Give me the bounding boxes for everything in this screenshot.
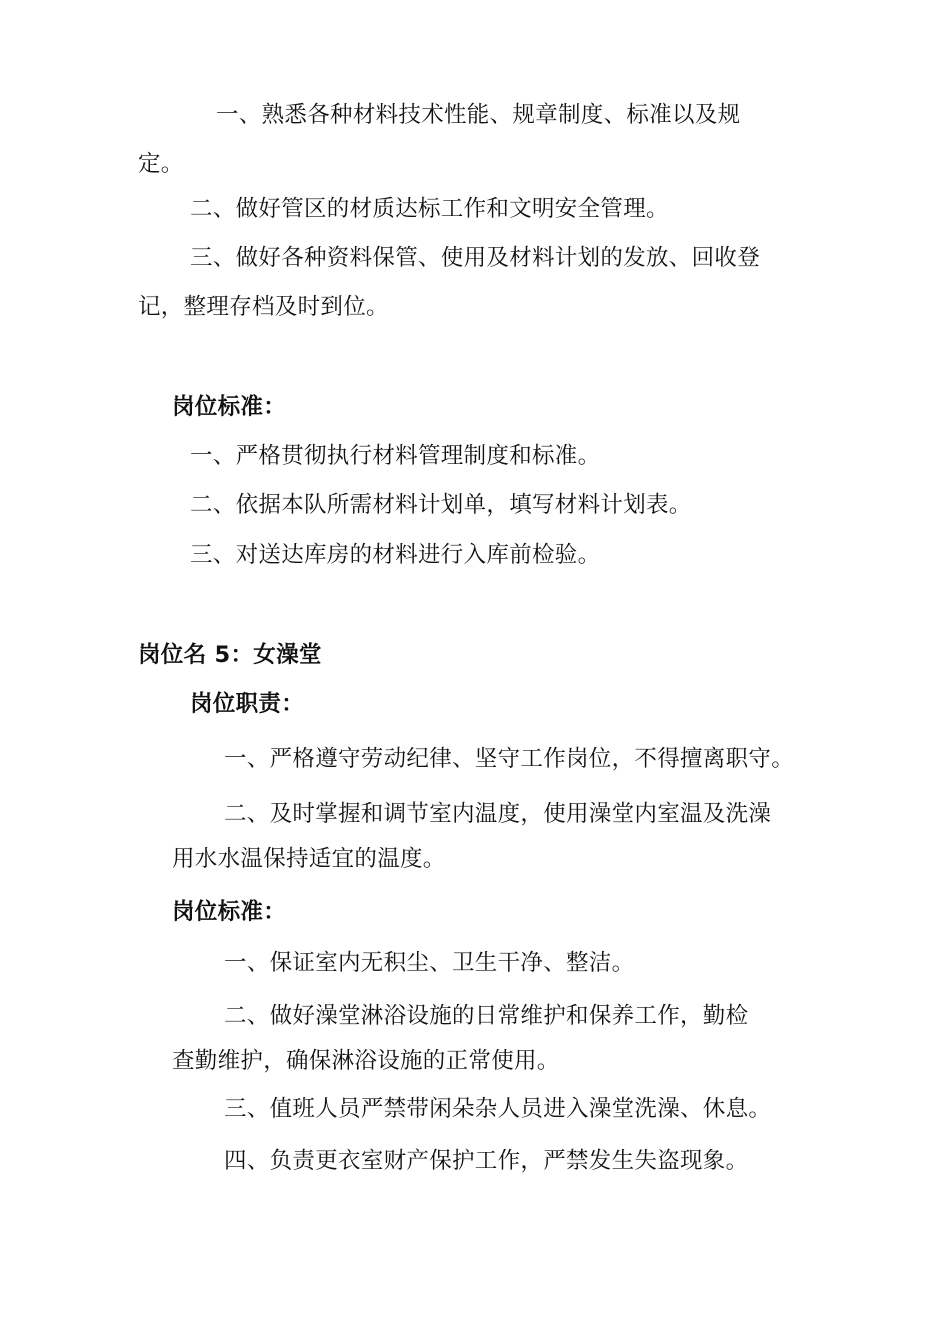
s5-duty-line-2-cont: 用水水温保持适宜的温度。: [172, 846, 446, 872]
duty-line-1-cont: 定。: [138, 151, 184, 177]
standards-heading: 岗位标准：: [172, 394, 287, 420]
s5-standard-line-2-cont: 查勤维护，确保淋浴设施的正常使用。: [172, 1048, 560, 1074]
s5-standard-line-1: 一、保证室内无积尘、卫生干净、整洁。: [224, 950, 635, 976]
standard-line-2: 二、依据本队所需材料计划单，填写材料计划表。: [190, 492, 692, 518]
s5-duty-line-2: 二、及时掌握和调节室内温度，使用澡堂内室温及洗澡: [224, 801, 772, 827]
standard-line-3: 三、对送达库房的材料进行入库前检验。: [190, 542, 601, 568]
s5-standard-line-4: 四、负责更衣室财产保护工作，严禁发生失盗现象。: [224, 1148, 749, 1174]
s5-standard-line-2: 二、做好澡堂淋浴设施的日常维护和保养工作，勤检: [224, 1003, 749, 1029]
s5-standard-line-3: 三、值班人员严禁带闲朵杂人员进入澡堂洗澡、休息。: [224, 1096, 772, 1122]
s5-standards-heading: 岗位标准：: [172, 899, 287, 925]
s5-duty-line-1: 一、严格遵守劳动纪律、坚守工作岗位，不得擅离职守。: [224, 746, 795, 772]
duties-heading: 岗位职责：: [190, 691, 305, 717]
duty-line-1: 一、熟悉各种材料技术性能、规章制度、标准以及规: [216, 102, 741, 128]
duty-line-3: 三、做好各种资料保管、使用及材料计划的发放、回收登: [190, 245, 761, 271]
duty-line-3-cont: 记，整理存档及时到位。: [138, 294, 389, 320]
position-title: 岗位名 5：女澡堂: [138, 642, 322, 668]
duty-line-2: 二、做好管区的材质达标工作和文明安全管理。: [190, 196, 669, 222]
standard-line-1: 一、严格贯彻执行材料管理制度和标准。: [190, 443, 601, 469]
